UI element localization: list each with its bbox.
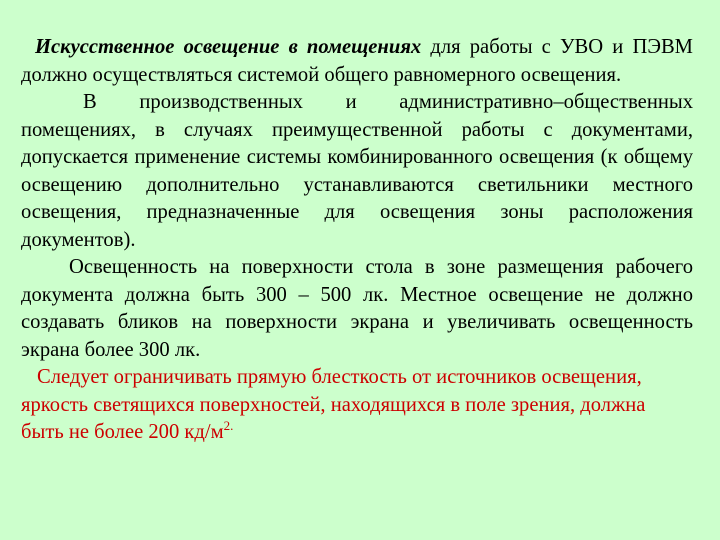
slide-text-body bbox=[21, 34, 693, 447]
paragraph-general-lighting-text: для работы с УВО и ПЭВМ должно осуществляться системой общего равномерного освещения. bbox=[21, 36, 693, 86]
paragraph-combined-lighting: В производственных и административно–общественных помещениях, в случаях преимущественной работы с документами, допускается применение системы комбинированного освещения (к общему освещению дополнительно устанавливаются светильники местного освещения, предназначенные для освещения зоны расположения документов). bbox=[21, 91, 693, 251]
paragraph-illuminance-norms: Освещенность на поверхности стола в зоне размещения рабочего документа должна быть 300 – 500 лк. Местное освещение не должно создавать бликов на поверхности экрана и увеличивать освещенность экрана более 300 лк. bbox=[21, 256, 693, 361]
paragraph-general-lighting bbox=[21, 34, 693, 89]
emphasis-artificial-lighting: Искусственное освещение в помещениях bbox=[35, 36, 422, 58]
unit-superscript: 2. bbox=[223, 418, 234, 434]
paragraph-glare-limits bbox=[21, 364, 693, 447]
paragraph-glare-limits-text: Следует ограничивать прямую блесткость от источников освещения, яркость светящихся поверхностей, находящихся в поле зрения, должна быть не более 200 кд/м bbox=[21, 366, 646, 443]
